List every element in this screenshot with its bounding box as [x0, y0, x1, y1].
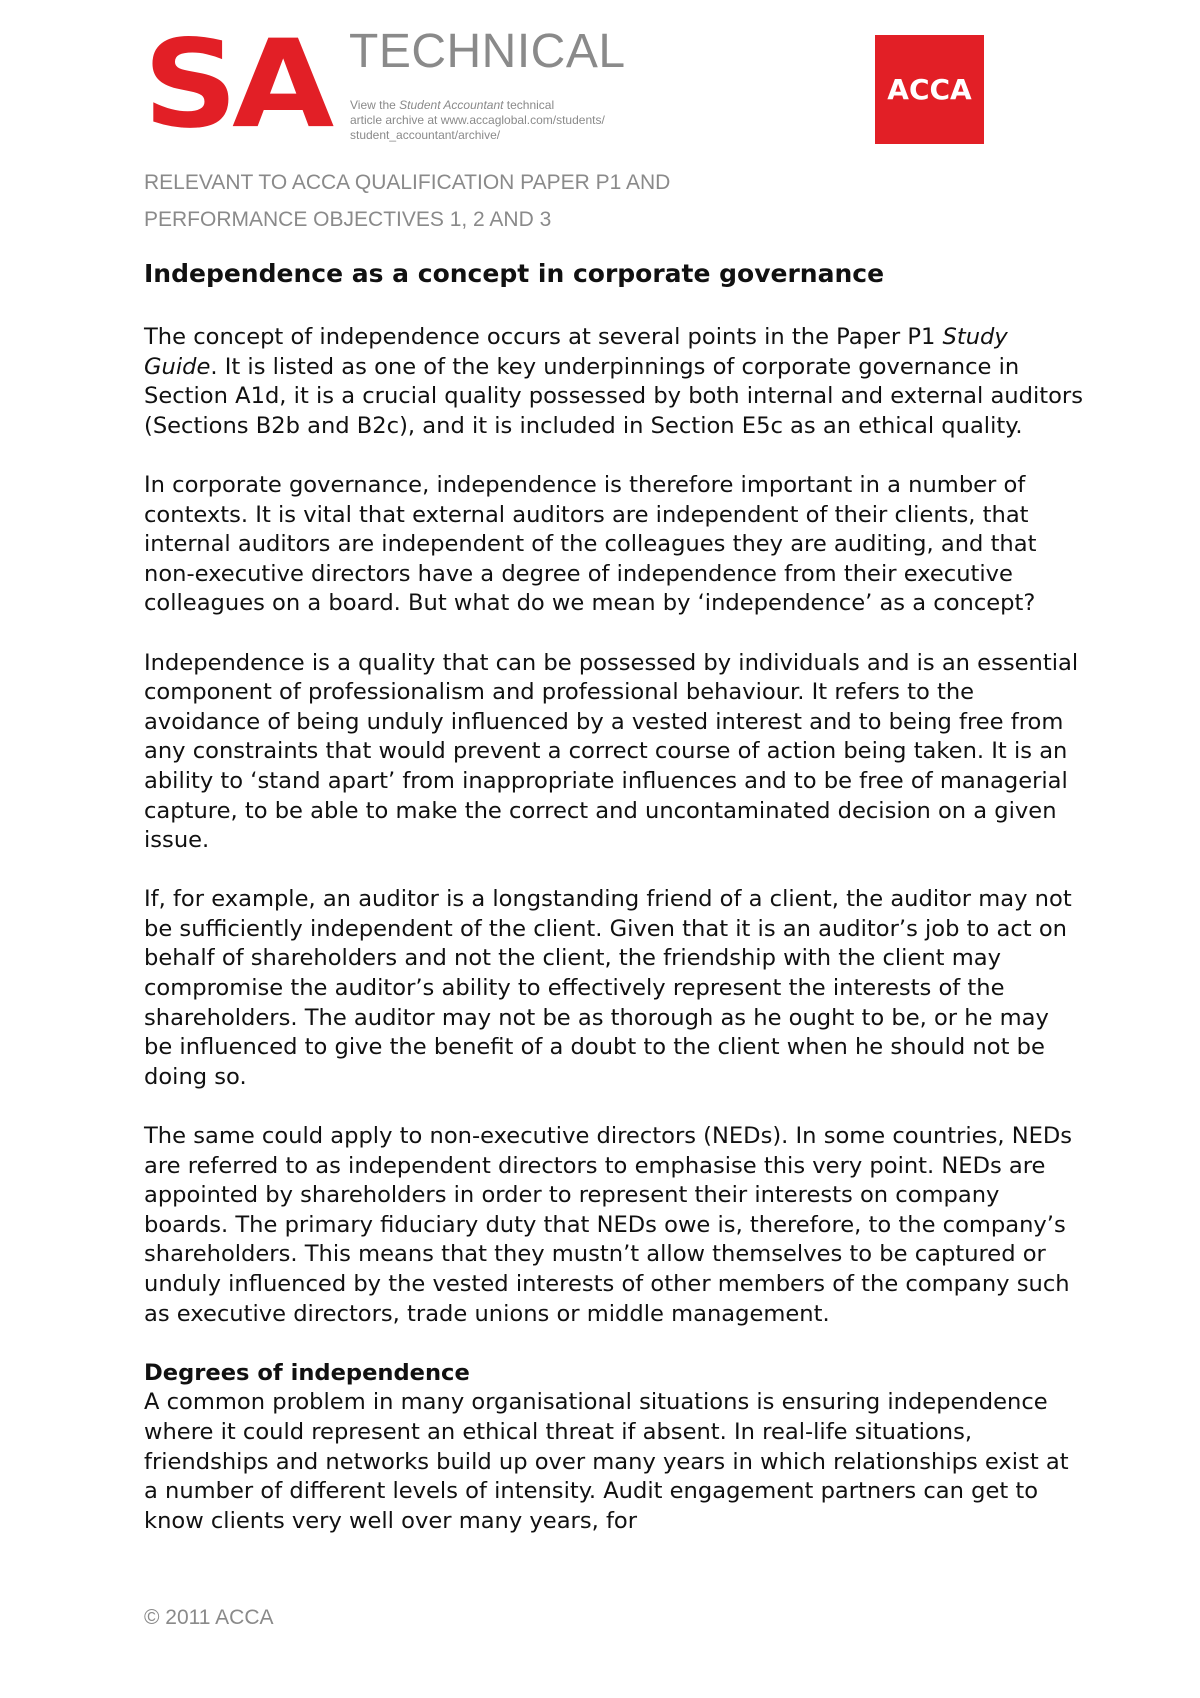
technical-title: TECHNICAL: [349, 25, 626, 78]
paragraph-1-pre: The concept of independence occurs at several points in the Paper P1: [144, 324, 943, 350]
paragraph-6: A common problem in many organisational situations is ensuring independence where it could represent an ethical threat if absent. In real-life situations, friendships and networks build up over many years in which relationships exist at a number of different levels of intensity. Audit engagement partners can get to know clients very well over many years, for: [144, 1389, 1069, 1534]
sa-logo: SA: [143, 13, 329, 156]
archive-note-line1: [350, 98, 670, 113]
article-body: [144, 323, 1084, 1536]
archive-note-line3: student_accountant/archive/: [350, 128, 501, 142]
archive-line1-italic: Student Accountant: [399, 98, 504, 112]
relevance-line1: RELEVANT TO ACCA QUALIFICATION PAPER P1 AND: [144, 171, 671, 194]
relevance-line2: PERFORMANCE OBJECTIVES 1, 2 AND 3: [144, 208, 552, 231]
archive-line1-prefix: View the: [350, 98, 400, 112]
section-heading: Degrees of independence: [144, 1359, 470, 1386]
acca-logo: [875, 35, 984, 144]
archive-note-line2: article archive at www.accaglobal.com/students/: [350, 113, 605, 127]
article-title: Independence as a concept in corporate governance: [144, 259, 885, 288]
paragraph-3: Independence is a quality that can be possessed by individuals and is an essential component of professionalism and professional behaviour. It refers to the avoidance of being unduly influenced by a vested interest and to being free from any constraints that would prevent a correct course of action being taken. It is an ability to ‘stand apart’ from inappropriate influences and to be free of managerial capture, to be able to make the correct and uncontaminated decision on a given issue.: [144, 649, 1079, 854]
paragraph-1: [144, 323, 1084, 441]
paragraph-2: In corporate governance, independence is therefore important in a number of contexts. It is vital that external auditors are independent of their clients, that internal auditors are independent of the colleagues they are auditing, and that non-executive directors have a degree of independence from their executive colleagues on a board. But what do we mean by ‘independence’ as a concept?: [144, 471, 1037, 617]
paragraph-5: The same could apply to non-executive directors (NEDs). In some countries, NEDs are referred to as independent directors to emphasise this very point. NEDs are appointed by shareholders in order to represent their interests on company boards. The primary fiduciary duty that NEDs owe is, therefore, to the company’s shareholders. This means that they mustn’t allow themselves to be captured or unduly influenced by the vested interests of other members of the company such as executive directors, trade unions or middle management.: [144, 1123, 1073, 1327]
archive-line1-suffix: technical: [503, 98, 555, 112]
archive-note: [350, 98, 670, 143]
copyright-footer: © 2011 ACCA: [144, 1606, 274, 1629]
study-guide-italic: Study Guide: [144, 324, 1008, 380]
relevance-note: [144, 164, 670, 238]
acca-logo-text: ACCA: [887, 73, 972, 106]
paragraph-1-post: . It is listed as one of the key underpinnings of corporate governance in Section A1d, it is a crucial quality possessed by both internal and external auditors (Sections B2b and B2c), and it is included in Section E5c as an ethical quality.: [144, 353, 1083, 439]
paragraph-4: If, for example, an auditor is a longstanding friend of a client, the auditor may not be sufficiently independent of the client. Given that it is an auditor’s job to act on behalf of shareholders and not the client, the friendship with the client may compromise the auditor’s ability to effectively represent the interests of the shareholders. The auditor may not be as thorough as he ought to be, or he may be influenced to give the benefit of a doubt to the client when he should not be doing so.: [144, 886, 1072, 1090]
